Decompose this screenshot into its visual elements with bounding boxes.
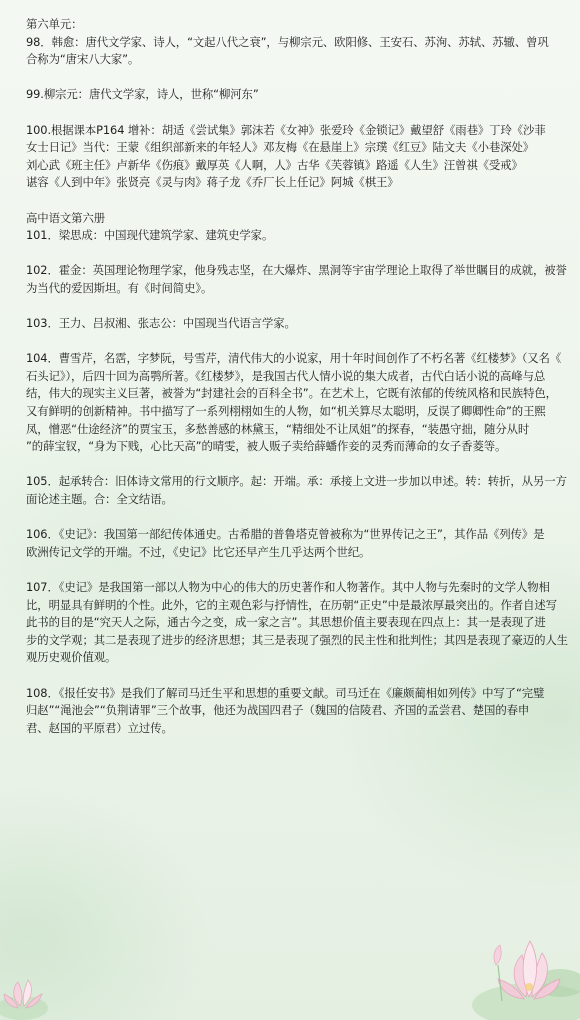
text-line: 103．王力、吕叔湘、张志公：中国现当代语言学家。: [26, 316, 296, 331]
text-line: 合称为“唐宋八大家”。: [26, 52, 140, 67]
text-line: 凤，憎恶“仕途经济”的贾宝玉，多愁善感的林黛玉，“精细处不让凤姐”的探春，“装愚守拙，随分从时: [26, 421, 530, 436]
paragraph-book-heading: [26, 210, 570, 228]
paragraph-item-106: [26, 526, 570, 561]
text-line: 女士日记》当代：王蒙《组织部新来的年轻人》邓友梅《在悬崖上》宗璞《红豆》陆文夫《小巷深处》: [26, 140, 535, 155]
text-line: 此书的目的是“究天人之际，通古今之变，成一家之言”。其思想价值主要表现在四点上：其一是表现了进: [26, 615, 546, 630]
text-line: 107．《史记》是我国第一部以人物为中心的伟大的历史著作和人物著作。其中人物与先秦时的文学人物相: [26, 580, 550, 594]
text-line: 106．《史记》：我国第一部纪传体通史。古希腊的普鲁塔克曾被称为“世界传记之王”，其作品《列传》是: [26, 527, 545, 542]
paragraph-item-103: [26, 315, 570, 333]
text-line: 第六单元：: [26, 17, 83, 31]
paragraph-item-104: [26, 350, 570, 456]
paragraph-item-107: [26, 579, 570, 667]
text-line: 为当代的爱因斯坦。有《时间简史》。: [26, 280, 213, 295]
paragraph-item-99: [26, 86, 570, 104]
text-line: 刘心武《班主任》卢新华《伤痕》戴厚英《人啊，人》古华《芙蓉镇》路遥《人生》汪曾祺《受戒》: [26, 157, 523, 172]
text-line: 面论述主题。合：全文结语。: [26, 492, 173, 507]
text-line: 步的文学观；其二是表现了进步的经济思想；其三是表现了强烈的民主性和批判性；其四是表现了豪迈的人生: [26, 632, 568, 647]
paragraph-item-105: [26, 473, 570, 508]
paragraph-item-101: [26, 227, 570, 245]
paragraph-item-108: [26, 685, 570, 738]
text-line: 98．韩愈：唐代文学家、诗人，“文起八代之衰”，与柳宗元、欧阳修、王安石、苏洵、苏轼、苏辙、曾巩: [26, 34, 549, 49]
text-line: 石头记》），后四十回为高鹗所著。《红楼梦》，是我国古代人情小说的集大成者，古代白话小说的高峰与总: [26, 368, 546, 383]
text-line: 100.根据课本P164 增补：胡适《尝试集》郭沫若《女神》张爱玲《金锁记》戴望舒《雨巷》丁玲《沙菲: [26, 122, 546, 137]
text-line: 高中语文第六册: [26, 210, 106, 225]
document-body: [26, 16, 570, 755]
text-line: 99.柳宗元：唐代文学家，诗人，世称“柳河东”: [26, 87, 259, 102]
text-line: 比，明显具有鲜明的个性。此外，它的主观色彩与抒情性，在历朝“正史”中是最浓厚最突出的。作者自述写: [26, 597, 557, 612]
text-line: 结，伟大的现实主义巨著，被誉为“封建社会的百科全书”。在艺术上，它既有浓郁的传统风格和民族特色，: [26, 386, 557, 401]
text-line: 102．霍金：英国理论物理学家，他身残志坚，在大爆炸、黑洞等宇宙学理论上取得了举世瞩目的成就，被誉: [26, 263, 567, 278]
text-line: 谌容《人到中年》张贤亮《灵与肉》蒋子龙《乔厂长上任记》阿城《棋王》: [26, 175, 399, 190]
text-line: ”的薛宝钗，“身为下贱，心比天高”的晴雯，被人贩子卖给薛蟠作妾的灵秀而薄命的女子香菱等。: [26, 439, 507, 454]
paragraph-item-100: [26, 122, 570, 192]
text-line: 欧洲传记文学的开端。不过，《史记》比它还早产生几乎达两个世纪。: [26, 544, 371, 559]
text-line: 101．梁思成：中国现代建筑学家、建筑史学家。: [26, 228, 274, 243]
text-line: 108．《报任安书》是我们了解司马迁生平和思想的重要文献。司马迁在《廉颇蔺相如列传》中写了“完璧: [26, 685, 545, 700]
text-line: 观历史观价值观。: [26, 650, 117, 665]
lotus-flower-icon: [452, 905, 580, 1020]
text-line: 归赵”“渑池会”“负荆请罪”三个故事，他还为战国四君子（魏国的信陵君、齐国的孟尝君、楚国的春申: [26, 703, 530, 718]
paragraph-unit-heading: [26, 16, 570, 34]
paragraph-item-98: [26, 34, 570, 69]
text-line: 104．曹雪芹，名霑，字梦阮，号雪芹，清代伟大的小说家，用十年时间创作了不朽名著《红楼梦》（又名《: [26, 351, 562, 366]
text-line: 105．起承转合：旧体诗文常用的行文顺序。起：开端。承：承接上文进一步加以申述。转：转折，从另一方: [26, 474, 567, 489]
text-line: 又有鲜明的创新精神。书中描写了一系列栩栩如生的人物，如“机关算尽太聪明，反误了卿卿性命”的王熙: [26, 404, 546, 419]
paragraph-item-102: [26, 262, 570, 297]
text-line: 君、赵国的平原君）立过传。: [26, 720, 173, 735]
lotus-flower-icon: [0, 962, 60, 1020]
